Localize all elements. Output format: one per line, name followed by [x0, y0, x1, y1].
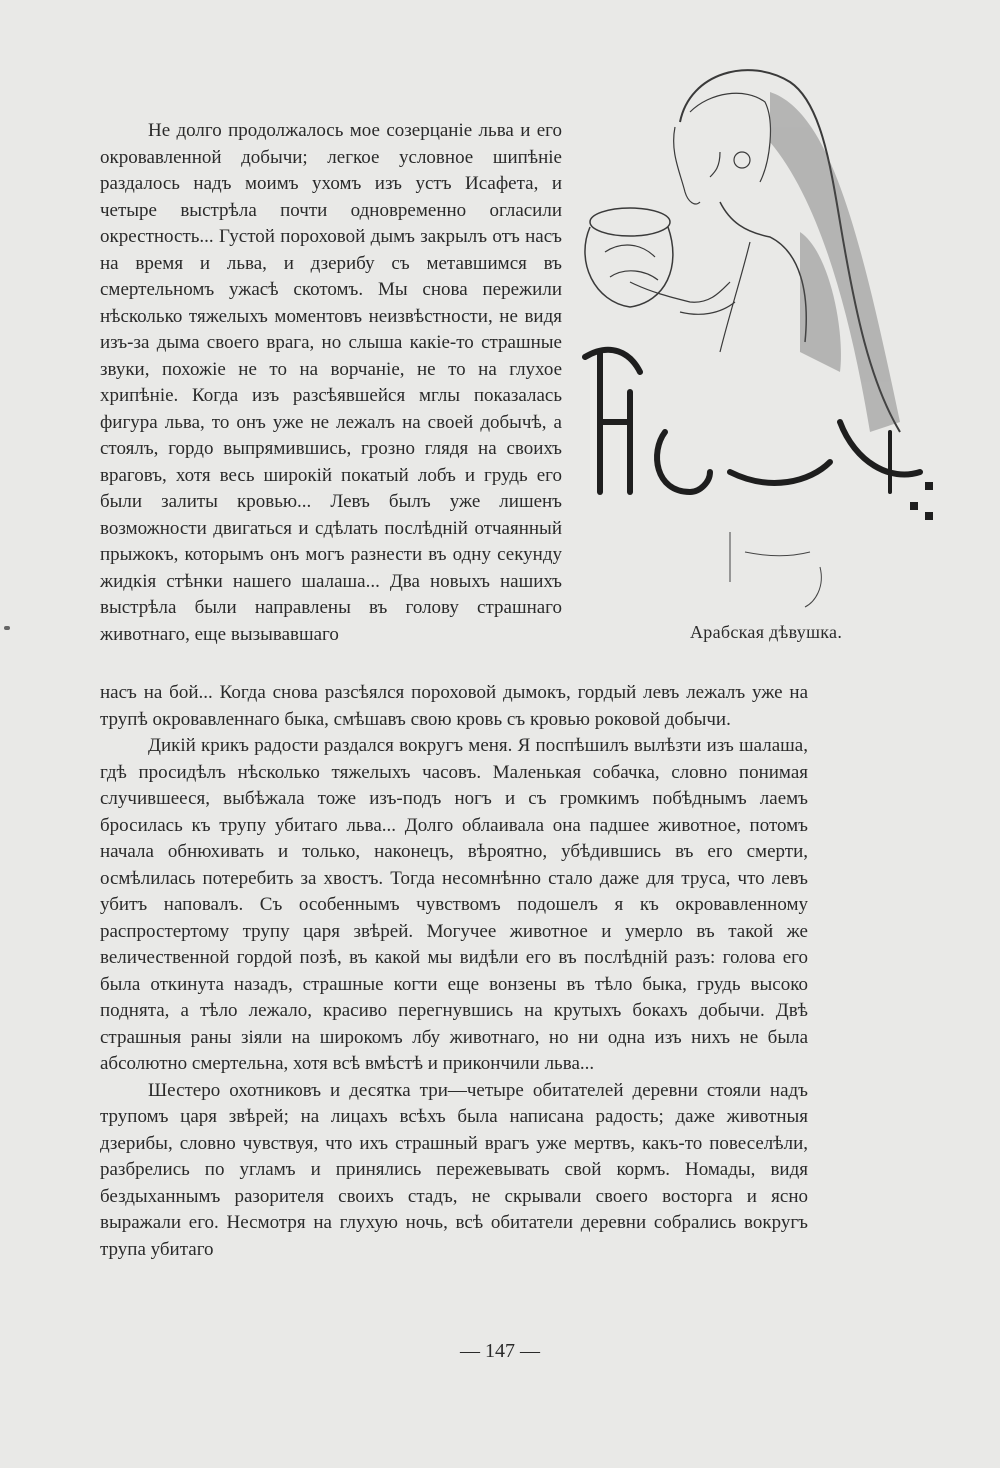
paragraph-3: Шестеро охотниковъ и десятка три—четыре обитателей деревни стояли надъ трупомъ царя звѣрей; на лицахъ всѣхъ была написана радость; даже животныя дзерибы, словно чувствуя, что ихъ страшный врагъ уже мертвъ, какъ-то повеселѣли, разбрелись по угламъ и принялись пережевывать свой кормъ. Номады, видя бездыханнымъ разорителя своихъ стадъ, не скрывали своего восторга и ясно выражали его. Несмотря на глухую ночь, всѣ обитатели деревни собрались вокругъ трупа убитаго	[100, 1079, 808, 1260]
paragraph-1-continued: насъ на бой... Когда снова разсѣялся пороховой дымокъ, гордый левъ лежалъ уже на трупѣ окровавленнаго быка, смѣшавъ свою кровь съ кровью роковой добычи.	[100, 682, 808, 730]
text-column-full	[100, 680, 808, 1263]
page-number: — 147 —	[460, 1340, 540, 1362]
paragraph-1: Не долго продолжалось мое созерцаніе льва и его окровавленной добычи; легкое условное шипѣніе раздалось надъ моимъ ухомъ изъ устъ Исафета, и четыре выстрѣла почти одновременно огласили окрестность... Густой пороховой дымъ закрылъ отъ насъ на время и льва, и дзерибу съ метавшимся въ смертельномъ ужасѣ скотомъ. Мы снова пережили нѣсколько тяжелыхъ моментовъ неизвѣстности, не видя изъ-за дыма своего врага, но слыша какіе-то страшные звуки, похожіе не то на ворчаніе, не то на глухое хрипѣніе. Когда изъ разсѣявшейся мглы показалась фигура льва, то онъ уже не лежалъ на своей добычѣ, а стоялъ, гордо выпрямившись, грозно глядя на своихъ враговъ, хотя весь широкій покатый лобъ и грудь его были залиты кровью... Левъ былъ уже лишенъ возможности двигаться и сдѣлать послѣдній отчаянный прыжокъ, которымъ онъ могъ разнести въ одну секунду жидкія стѣнки нашего шалаша... Два новыхъ нашихъ выстрѣла были направлены въ голову страшнаго животнаго, еще вызывавшаго	[100, 120, 562, 645]
margin-mark	[4, 626, 10, 630]
paragraph-2: Дикій крикъ радости раздался вокругъ меня. Я поспѣшилъ вылѣзти изъ шалаша, гдѣ просидѣлъ нѣсколько тяжелыхъ часовъ. Маленькая собачка, словно понимая случившееся, выбѣжала тоже изъ-подъ ногъ и съ громкимъ побѣднымъ лаемъ бросилась къ трупу убитаго льва... Долго облаивала она падшее животное, потомъ начала обнюхивать и только, наконецъ, вѣроятно, убѣдившись въ его смерти, осмѣлилась потеребить за хвостъ. Тогда несомнѣнно стало даже для труса, что левъ убитъ наповалъ. Съ особеннымъ чувствомъ подошелъ я къ окровавленному распростертому трупу царя звѣрей. Могучее животное и умерло въ такой же величественной гордой позѣ, въ какой мы видѣли его въ послѣдній разъ: голова его была откинута назадъ, страшные когти еще вонзены въ тѣло быка, грудь высоко поднята, а тѣло лежало, красиво перегнувшись на крутыхъ бокахъ добычи. Двѣ страшныя раны зіяли на широкомъ лбу животнаго, но ни одна изъ нихъ не была абсолютно смертельна, хотя всѣ вмѣстѣ и прикончили льва...	[100, 735, 808, 1074]
illustration-arab-girl	[570, 52, 960, 612]
illustration-caption: Арабская дѣвушка.	[690, 622, 843, 642]
text-column-top	[100, 118, 562, 648]
